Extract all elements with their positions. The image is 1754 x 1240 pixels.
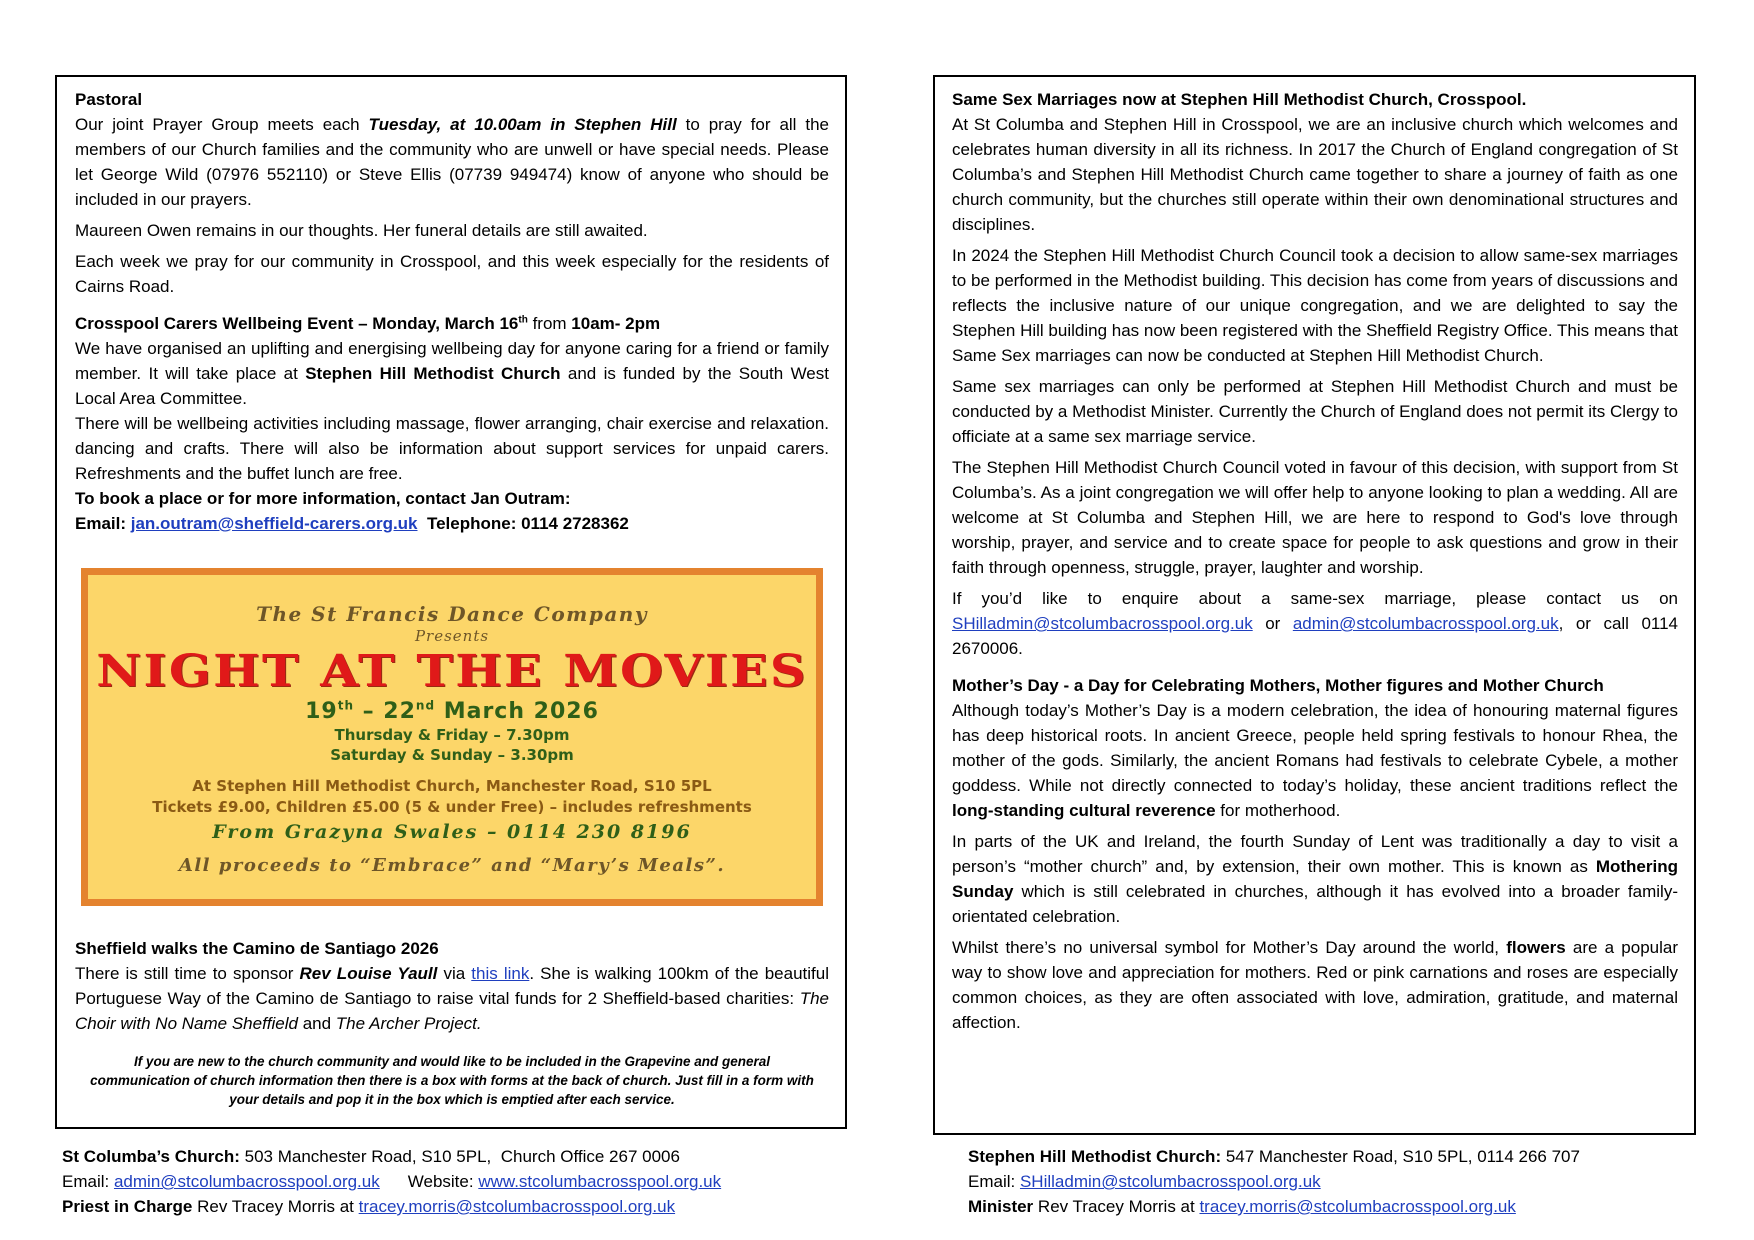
st-columba-contact: Email: admin@stcolumbacrosspool.org.uk Website: www.stcolumbacrosspool.org.uk	[62, 1172, 722, 1191]
stephen-hill-footer	[968, 1144, 1580, 1219]
priest-email-link[interactable]: tracey.morris@stcolumbacrosspool.org.uk	[358, 1197, 676, 1216]
carers-email-link[interactable]: jan.outram@sheffield-carers.org.uk	[130, 514, 418, 533]
poster-times-weekday: Thursday & Friday – 7.30pm	[334, 726, 570, 744]
samesex-paragraph-3: Same sex marriages can only be performed at Stephen Hill Methodist Church and must be conducted by a Methodist Minister. Currently the Church of England does not permit its Clergy to officiate at a same sex marriage service.	[952, 377, 1678, 446]
night-at-the-movies-poster	[81, 568, 823, 906]
priest-in-charge: Priest in Charge Rev Tracey Morris at tracey.morris@stcolumbacrosspool.org.uk	[62, 1197, 676, 1216]
carers-booking: To book a place or for more information, contact Jan Outram:	[75, 489, 571, 508]
poster-tickets: Tickets £9.00, Children £5.00 (5 & under Free) – includes refreshments	[152, 798, 752, 816]
shill-admin-email-link[interactable]: SHilladmin@stcolumbacrosspool.org.uk	[952, 614, 1253, 633]
minister: Minister Rev Tracey Morris at tracey.morris@stcolumbacrosspool.org.uk	[968, 1197, 1516, 1216]
stephen-hill-contact: Email: SHilladmin@stcolumbacrosspool.org.uk	[968, 1172, 1321, 1191]
camino-paragraph: There is still time to sponsor Rev Louise Yaull via this link. She is walking 100km of the beautiful Portuguese Way of the Camino de Santiago to raise vital funds for 2 Sheffield-based charities: The Choir with No Name Sheffield and The Archer Project.	[75, 964, 829, 1033]
poster-times-weekend: Saturday & Sunday – 3.30pm	[330, 746, 574, 764]
minister-email-link[interactable]: tracey.morris@stcolumbacrosspool.org.uk	[1199, 1197, 1516, 1216]
carers-contact: Email: jan.outram@sheffield-carers.org.uk Telephone: 0114 2728362	[75, 514, 629, 533]
poster-presents: Presents	[414, 627, 490, 645]
st-columba-email-link[interactable]: admin@stcolumbacrosspool.org.uk	[113, 1172, 380, 1191]
mothers-day-heading: Mother’s Day - a Day for Celebrating Mothers, Mother figures and Mother Church	[952, 676, 1604, 695]
pastoral-heading: Pastoral	[75, 90, 143, 109]
poster-company: The St Francis Dance Company	[256, 602, 648, 626]
samesex-paragraph-5: If you’d like to enquire about a same-sex marriage, please contact us on SHilladmin@stcolumbacrosspool.org.uk or admin@stcolumbacrosspool.org.uk, or call 0114 2670006.	[952, 589, 1678, 658]
poster-proceeds: All proceeds to “Embrace” and “Mary’s Meals”.	[178, 855, 726, 876]
carers-heading: Crosspool Carers Wellbeing Event – Monday, March 16th from 10am- 2pm	[75, 314, 661, 333]
carers-paragraph-1: We have organised an uplifting and energising wellbeing day for anyone caring for a friend or family member. It will take place at Stephen Hill Methodist Church and is funded by the South West Local Area Committee.	[75, 339, 829, 408]
samesex-paragraph-4: The Stephen Hill Methodist Church Council voted in favour of this decision, with support from St Columba’s. As a joint congregation we will offer help to anyone looking to plan a wedding. All are welcome at St Columba and Stephen Hill, we are here to respond to God's love through worship, prayer, and service and to create space for people to ask questions and grow in their faith through openness, struggle, prayer, laughter and worship.	[952, 458, 1678, 577]
pastoral-paragraph-1: Our joint Prayer Group meets each Tuesday, at 10.00am in Stephen Hill to pray for all the members of our Church families and the community who are unwell or have special needs. Please let George Wild (07976 552110) or Steve Ellis (07739 949474) know of anyone who should be included in our prayers.	[75, 115, 829, 209]
admin-email-link[interactable]: admin@stcolumbacrosspool.org.uk	[1292, 614, 1559, 633]
poster-contact: From Grazyna Swales – 0114 230 8196	[212, 821, 692, 843]
mothers-day-paragraph-1: Although today’s Mother’s Day is a modern celebration, the idea of honouring maternal figures has deep historical roots. In ancient Greece, people held spring festivals to honour Rhea, the mother of the gods. Similarly, the ancient Romans had festivals to celebrate Cybele, a mother goddess. While not directly connected to today’s holiday, these ancient traditions reflect the long-standing cultural reverence for motherhood.	[952, 701, 1678, 820]
samesex-paragraph-1: At St Columba and Stephen Hill in Crosspool, we are an inclusive church which welcomes and celebrates human diversity in all its richness. In 2017 the Church of England congregation of St Columba’s and Stephen Hill Methodist Church came together to share a journey of faith as one church community, but the churches still operate within their own denominational structures and disciplines.	[952, 115, 1678, 234]
grapevine-notice: If you are new to the church community and would like to be included in the Grapevine and general communication of church information then there is a box with forms at the back of church. Just fill in a form with your details and pop it in the box which is emptied after each service.	[90, 1054, 814, 1107]
poster-dates: 19th – 22nd March 2026	[305, 698, 599, 724]
samesex-paragraph-2: In 2024 the Stephen Hill Methodist Church Council took a decision to allow same-sex marriages to be performed in the Methodist building. This decision has come from years of discussions and reflects the inclusive nature of our unique congregation, and we are delighted to say the Stephen Hill building has now been registered with the Sheffield Registry Office. This means that Same Sex marriages can now be conducted at Stephen Hill Methodist Church.	[952, 246, 1678, 365]
st-columba-address: St Columba’s Church: 503 Manchester Road, S10 5PL, Church Office 267 0006	[62, 1147, 680, 1166]
pastoral-paragraph-2: Maureen Owen remains in our thoughts. Her funeral details are still awaited.	[75, 221, 648, 240]
pastoral-paragraph-3: Each week we pray for our community in Crosspool, and this week especially for the residents of Cairns Road.	[75, 252, 829, 296]
camino-heading: Sheffield walks the Camino de Santiago 2026	[75, 939, 439, 958]
stephen-hill-email-link[interactable]: SHilladmin@stcolumbacrosspool.org.uk	[1019, 1172, 1321, 1191]
carers-paragraph-2: There will be wellbeing activities including massage, flower arranging, chair exercise and relaxation. dancing and crafts. There will also be information about support services for unpaid carers. Refreshments and the buffet lunch are free.	[75, 414, 829, 483]
right-newsletter-panel	[933, 75, 1696, 1135]
samesex-heading: Same Sex Marriages now at Stephen Hill Methodist Church, Crosspool.	[952, 90, 1527, 109]
sponsor-link[interactable]: this link	[471, 964, 530, 983]
st-columba-footer	[62, 1144, 721, 1219]
left-newsletter-panel	[55, 75, 847, 1129]
st-columba-website-link[interactable]: www.stcolumbacrosspool.org.uk	[478, 1172, 722, 1191]
stephen-hill-address: Stephen Hill Methodist Church: 547 Manchester Road, S10 5PL, 0114 266 707	[968, 1147, 1580, 1166]
mothers-day-paragraph-3: Whilst there’s no universal symbol for Mother’s Day around the world, flowers are a popular way to show love and appreciation for mothers. Red or pink carnations and roses are especially common choices, as they are often associated with love, admiration, gratitude, and maternal affection.	[952, 938, 1679, 1032]
poster-venue: At Stephen Hill Methodist Church, Manchester Road, S10 5PL	[192, 777, 712, 795]
poster-title: NIGHT AT THE MOVIES	[96, 646, 808, 697]
mothers-day-paragraph-2: In parts of the UK and Ireland, the fourth Sunday of Lent was traditionally a day to visit a person’s “mother church” and, by extension, their own mother. This is known as Mothering Sunday which is still celebrated in churches, although it has evolved into a broader family-orientated celebration.	[952, 832, 1678, 926]
